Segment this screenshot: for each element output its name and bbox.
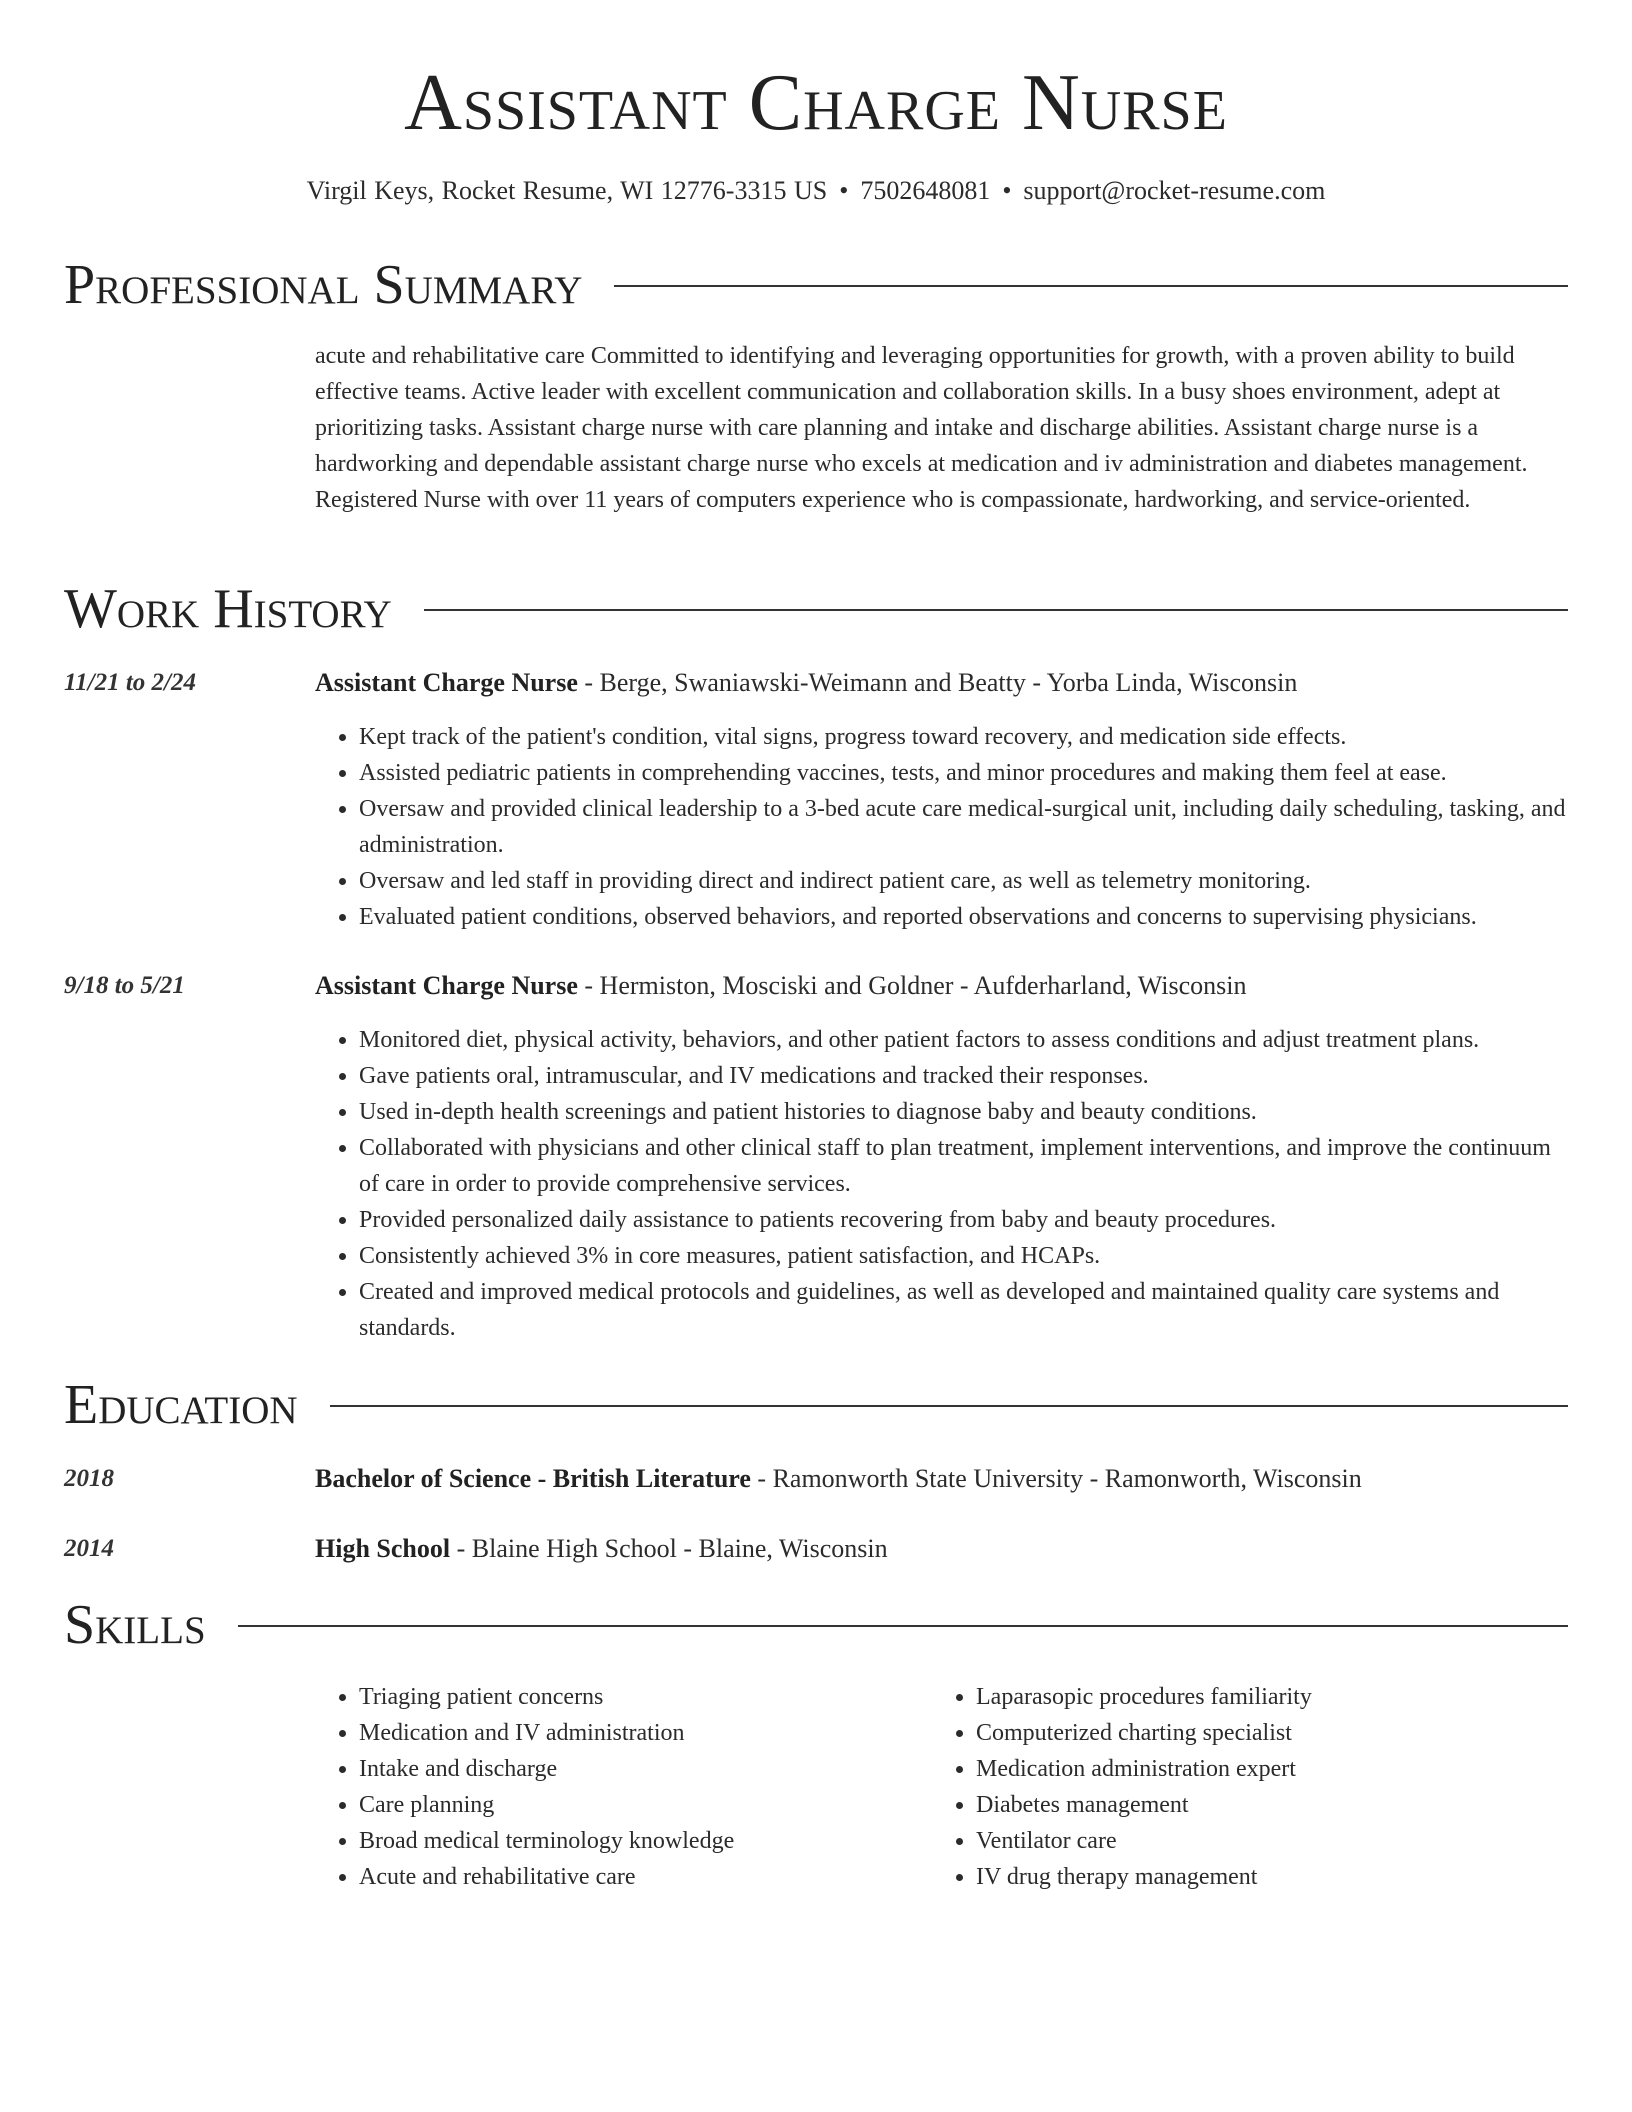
resume-title: Assistant Charge Nurse bbox=[404, 59, 1228, 147]
education-year: 2018 bbox=[64, 1465, 114, 1492]
skill-item: • Broad medical terminology knowledge bbox=[359, 1823, 915, 1859]
list-item: • Kept track of the patient's condition, vital signs, progress toward recovery, and medication side effects. bbox=[359, 719, 1568, 755]
contact-separator: • bbox=[1002, 176, 1012, 205]
list-item: • Monitored diet, physical activity, behaviors, and other patient factors to assess conditions and adjust treatment plans. bbox=[359, 1022, 1568, 1058]
job-details: - Hermiston, Mosciski and Goldner - Aufderharland, Wisconsin bbox=[577, 971, 1247, 1000]
skill-item: • Computerized charting specialist bbox=[976, 1715, 1568, 1751]
list-item: • Gave patients oral, intramuscular, and IV medications and tracked their responses. bbox=[359, 1058, 1568, 1094]
skill-item: • Intake and discharge bbox=[359, 1751, 915, 1787]
job-bullets bbox=[315, 1022, 1568, 1346]
job-dates: 9/18 to 5/21 bbox=[64, 972, 185, 999]
list-item: • Oversaw and led staff in providing direct and indirect patient care, as well as telemetry monitoring. bbox=[359, 863, 1568, 899]
section-divider bbox=[424, 609, 1568, 611]
skills-list-right bbox=[932, 1679, 1568, 1895]
work-section-title: Work History bbox=[64, 578, 392, 640]
skill-item: • IV drug therapy management bbox=[976, 1859, 1568, 1895]
section-divider bbox=[614, 285, 1568, 287]
list-item: • Provided personalized daily assistance to patients recovering from baby and beauty procedures. bbox=[359, 1202, 1568, 1238]
education-degree: High School bbox=[315, 1534, 451, 1563]
list-item: • Consistently achieved 3% in core measures, patient satisfaction, and HCAPs. bbox=[359, 1238, 1568, 1274]
job-heading bbox=[315, 968, 1568, 1004]
list-item: • Oversaw and provided clinical leadership to a 3-bed acute care medical-surgical unit, including daily scheduling, tasking, and administration. bbox=[359, 791, 1568, 863]
list-item: • Used in-depth health screenings and patient histories to diagnose baby and beauty conditions. bbox=[359, 1094, 1568, 1130]
skill-item: • Triaging patient concerns bbox=[359, 1679, 915, 1715]
skills-list-left bbox=[315, 1679, 915, 1895]
education-degree: Bachelor of Science - British Literature bbox=[315, 1464, 751, 1493]
list-item: • Created and improved medical protocols and guidelines, as well as developed and maintained quality care systems and standards. bbox=[359, 1274, 1568, 1346]
contact-address: Virgil Keys, Rocket Resume, WI 12776-3315 US bbox=[306, 176, 828, 205]
work-section-header bbox=[64, 574, 1568, 644]
skill-item: • Ventilator care bbox=[976, 1823, 1568, 1859]
skill-item: • Laparasopic procedures familiarity bbox=[976, 1679, 1568, 1715]
summary-text: acute and rehabilitative care Committed to identifying and leveraging opportunities for growth, with a proven ability to build effective teams. Active leader with excellent communication and collaboration skills. In a busy shoes environment, adept at prioritizing tasks. Assistant charge nurse with care planning and intake and discharge abilities. Assistant charge nurse is a hardworking and dependable assistant charge nurse who excels at medication and iv administration and diabetes management. Registered Nurse with over 11 years of computers experience who is compassionate, hardworking, and service-oriented. bbox=[315, 343, 1528, 513]
contact-phone: 7502648081 bbox=[860, 176, 991, 205]
summary-section-header bbox=[64, 250, 1568, 320]
skills-section-header bbox=[64, 1590, 1568, 1660]
education-details: - Ramonworth State University - Ramonworth, Wisconsin bbox=[750, 1464, 1362, 1493]
education-section-title: Education bbox=[64, 1374, 298, 1436]
job-bullets bbox=[315, 719, 1568, 935]
skill-item: • Care planning bbox=[359, 1787, 915, 1823]
job-role: Assistant Charge Nurse bbox=[315, 668, 578, 697]
section-divider bbox=[330, 1405, 1568, 1407]
education-year: 2014 bbox=[64, 1535, 114, 1562]
job-heading bbox=[315, 665, 1568, 701]
education-entry bbox=[315, 1531, 1568, 1567]
section-divider bbox=[238, 1625, 1568, 1627]
education-entry bbox=[315, 1461, 1568, 1497]
skill-item: • Acute and rehabilitative care bbox=[359, 1859, 915, 1895]
education-section-header bbox=[64, 1370, 1568, 1440]
contact-separator: • bbox=[839, 176, 849, 205]
skill-item: • Medication and IV administration bbox=[359, 1715, 915, 1751]
skills-section-title: Skills bbox=[64, 1594, 206, 1656]
list-item: • Evaluated patient conditions, observed behaviors, and reported observations and concerns to supervising physicians. bbox=[359, 899, 1568, 935]
job-details: - Berge, Swaniawski-Weimann and Beatty - Yorba Linda, Wisconsin bbox=[577, 668, 1298, 697]
job-dates: 11/21 to 2/24 bbox=[64, 669, 196, 696]
skill-item: • Medication administration expert bbox=[976, 1751, 1568, 1787]
summary-section-title: Professional Summary bbox=[64, 254, 583, 316]
education-details: - Blaine High School - Blaine, Wisconsin bbox=[450, 1534, 888, 1563]
contact-email: support@rocket-resume.com bbox=[1023, 176, 1326, 205]
skill-item: • Diabetes management bbox=[976, 1787, 1568, 1823]
list-item: • Assisted pediatric patients in comprehending vaccines, tests, and minor procedures and making them feel at ease. bbox=[359, 755, 1568, 791]
job-role: Assistant Charge Nurse bbox=[315, 971, 578, 1000]
list-item: • Collaborated with physicians and other clinical staff to plan treatment, implement interventions, and improve the continuum of care in order to provide comprehensive services. bbox=[359, 1130, 1568, 1202]
contact-line bbox=[0, 174, 1632, 208]
